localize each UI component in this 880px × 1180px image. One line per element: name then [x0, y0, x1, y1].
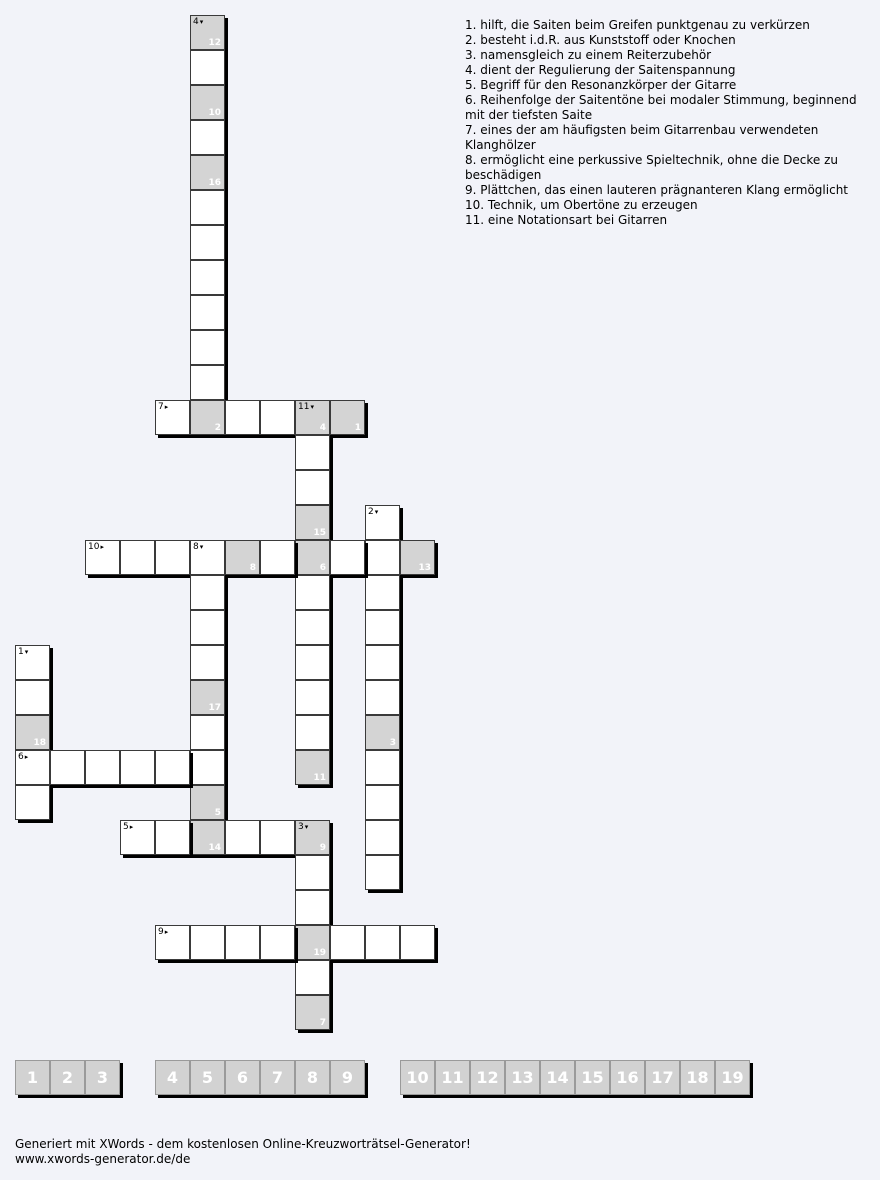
crossword-cell[interactable] [260, 820, 295, 855]
crossword-cell[interactable] [155, 400, 190, 435]
crossword-cell[interactable] [120, 540, 155, 575]
crossword-cell[interactable] [365, 750, 400, 785]
crossword-cell[interactable] [295, 645, 330, 680]
crossword-cell[interactable] [50, 750, 85, 785]
crossword-cell[interactable] [365, 540, 400, 575]
solution-number: 12 [208, 38, 221, 48]
crossword-cell[interactable] [190, 260, 225, 295]
solution-box[interactable]: 5 [190, 1060, 225, 1095]
crossword-cell[interactable] [365, 575, 400, 610]
crossword-cell[interactable] [190, 15, 225, 50]
clue-number-down: 2 ▾ [368, 507, 378, 517]
crossword-cell[interactable] [120, 750, 155, 785]
solution-number: 9 [319, 843, 326, 853]
crossword-cell[interactable] [190, 50, 225, 85]
crossword-cell[interactable] [15, 680, 50, 715]
solution-number: 6 [319, 563, 326, 573]
solution-number: 2 [214, 423, 221, 433]
crossword-cell[interactable] [295, 575, 330, 610]
crossword-cell[interactable] [260, 400, 295, 435]
crossword-cell[interactable] [190, 820, 225, 855]
crossword-cell[interactable] [190, 365, 225, 400]
crossword-cell[interactable] [225, 820, 260, 855]
crossword-cell[interactable] [190, 295, 225, 330]
crossword-cell[interactable] [155, 750, 190, 785]
solution-box[interactable]: 14 [540, 1060, 575, 1095]
clue-item: 6. Reihenfolge der Saitentöne bei modaler Stimmung, beginnend mit der tiefsten Saite [465, 93, 857, 122]
clue-number-down: 4 ▾ [193, 17, 203, 27]
crossword-cell[interactable] [365, 715, 400, 750]
solution-box[interactable]: 18 [680, 1060, 715, 1095]
clue-list [465, 18, 870, 228]
solution-number: 1 [354, 423, 361, 433]
crossword-cell[interactable] [225, 925, 260, 960]
crossword-cell[interactable] [330, 400, 365, 435]
solution-number: 3 [389, 738, 396, 748]
clue-item: 4. dient der Regulierung der Saitenspannung [465, 63, 736, 77]
crossword-cell[interactable] [190, 330, 225, 365]
crossword-cell[interactable] [190, 645, 225, 680]
crossword-cell[interactable] [155, 925, 190, 960]
crossword-cell[interactable] [190, 120, 225, 155]
crossword-cell[interactable] [365, 645, 400, 680]
solution-number: 11 [313, 773, 326, 783]
clue-item: 5. Begriff für den Resonanzkörper der Gitarre [465, 78, 737, 92]
clue-item: 7. eines der am häufigsten beim Gitarrenbau verwendeten Klanghölzer [465, 123, 819, 152]
crossword-cell[interactable] [295, 610, 330, 645]
crossword-cell[interactable] [295, 540, 330, 575]
crossword-cell[interactable] [15, 715, 50, 750]
solution-number: 8 [249, 563, 256, 573]
solution-box[interactable]: 2 [50, 1060, 85, 1095]
solution-box[interactable]: 9 [330, 1060, 365, 1095]
solution-box[interactable]: 7 [260, 1060, 295, 1095]
solution-number: 15 [313, 528, 326, 538]
clue-number-across: 7 ▸ [158, 402, 168, 412]
crossword-cell[interactable] [225, 400, 260, 435]
crossword-cell[interactable] [295, 750, 330, 785]
solution-box[interactable]: 11 [435, 1060, 470, 1095]
clue-item: 10. Technik, um Obertöne zu erzeugen [465, 198, 698, 212]
crossword-cell[interactable] [155, 540, 190, 575]
crossword-cell[interactable] [295, 400, 330, 435]
crossword-cell[interactable] [190, 540, 225, 575]
crossword-cell[interactable] [365, 505, 400, 540]
clue-number-down: 8 ▾ [193, 542, 203, 552]
footer [15, 1137, 471, 1167]
solution-box[interactable]: 15 [575, 1060, 610, 1095]
crossword-cell[interactable] [295, 680, 330, 715]
clue-item: 11. eine Notationsart bei Gitarren [465, 213, 668, 227]
crossword-cell[interactable] [260, 925, 295, 960]
crossword-cell[interactable] [330, 540, 365, 575]
crossword-cell[interactable] [295, 715, 330, 750]
solution-number: 5 [214, 808, 221, 818]
solution-number: 17 [208, 703, 221, 713]
crossword-cell[interactable] [365, 610, 400, 645]
solution-number: 4 [319, 423, 326, 433]
solution-number: 18 [33, 738, 46, 748]
clue-number-across: 9 ▸ [158, 927, 168, 937]
solution-box[interactable]: 12 [470, 1060, 505, 1095]
crossword-cell[interactable] [365, 680, 400, 715]
solution-number: 10 [208, 108, 221, 118]
crossword-cell[interactable] [190, 750, 225, 785]
crossword-cell[interactable] [120, 820, 155, 855]
crossword-cell[interactable] [295, 435, 330, 470]
solution-box[interactable]: 4 [155, 1060, 190, 1095]
crossword-cell[interactable] [295, 470, 330, 505]
crossword-cell[interactable] [365, 855, 400, 890]
clue-number-across: 10 ▸ [88, 542, 104, 552]
crossword-cell[interactable] [295, 820, 330, 855]
clue-item: 1. hilft, die Saiten beim Greifen punktgenau zu verkürzen [465, 18, 810, 32]
crossword-cell[interactable] [295, 505, 330, 540]
crossword-cell[interactable] [190, 225, 225, 260]
crossword-cell[interactable] [190, 85, 225, 120]
crossword-cell[interactable] [85, 750, 120, 785]
crossword-cell[interactable] [295, 890, 330, 925]
crossword-cell[interactable] [190, 610, 225, 645]
crossword-cell[interactable] [190, 680, 225, 715]
crossword-cell[interactable] [190, 715, 225, 750]
crossword-cell[interactable] [190, 575, 225, 610]
crossword-cell[interactable] [365, 925, 400, 960]
clue-item: 8. ermöglicht eine perkussive Spieltechnik, ohne die Decke zu beschädigen [465, 153, 839, 182]
crossword-cell[interactable] [15, 645, 50, 680]
solution-box[interactable]: 19 [715, 1060, 750, 1095]
solution-box[interactable]: 13 [505, 1060, 540, 1095]
solution-number: 7 [319, 1018, 326, 1028]
crossword-cell[interactable] [190, 785, 225, 820]
crossword-cell[interactable] [400, 925, 435, 960]
solution-box[interactable]: 10 [400, 1060, 435, 1095]
crossword-cell[interactable] [260, 540, 295, 575]
clue-item: 3. namensgleich zu einem Reiterzubehör [465, 48, 712, 62]
crossword-cell[interactable] [365, 785, 400, 820]
clue-number-down: 11 ▾ [298, 402, 314, 412]
clue-item: 2. besteht i.d.R. aus Kunststoff oder Knochen [465, 33, 736, 47]
crossword-cell[interactable] [190, 155, 225, 190]
clue-number-down: 1 ▾ [18, 647, 28, 657]
crossword-cell[interactable] [190, 190, 225, 225]
crossword-cell[interactable] [295, 925, 330, 960]
clue-number-across: 5 ▸ [123, 822, 133, 832]
solution-box[interactable]: 17 [645, 1060, 680, 1095]
crossword-cell[interactable] [15, 785, 50, 820]
crossword-cell[interactable] [295, 855, 330, 890]
crossword-cell[interactable] [225, 540, 260, 575]
solution-number: 13 [418, 563, 431, 573]
clue-number-down: 3 ▾ [298, 822, 308, 832]
solution-box[interactable]: 8 [295, 1060, 330, 1095]
crossword-cell[interactable] [155, 820, 190, 855]
crossword-cell[interactable] [85, 540, 120, 575]
crossword-cell[interactable] [190, 400, 225, 435]
crossword-cell[interactable] [330, 925, 365, 960]
clue-number-across: 6 ▸ [18, 752, 28, 762]
solution-number: 16 [208, 178, 221, 188]
footer-url[interactable]: www.xwords-generator.de/de [15, 1152, 191, 1166]
solution-number: 19 [313, 948, 326, 958]
solution-box[interactable]: 3 [85, 1060, 120, 1095]
crossword-cell[interactable] [365, 820, 400, 855]
crossword-cell[interactable] [295, 960, 330, 995]
solution-box[interactable]: 1 [15, 1060, 50, 1095]
footer-generator-text: Generiert mit XWords - dem kostenlosen Online-Kreuzworträtsel-Generator! [15, 1137, 471, 1151]
clue-item: 9. Plättchen, das einen lauteren prägnanteren Klang ermöglicht [465, 183, 849, 197]
crossword-cell[interactable] [15, 750, 50, 785]
crossword-cell[interactable] [400, 540, 435, 575]
crossword-cell[interactable] [190, 925, 225, 960]
solution-box[interactable]: 6 [225, 1060, 260, 1095]
crossword-cell[interactable] [295, 995, 330, 1030]
solution-box[interactable]: 16 [610, 1060, 645, 1095]
solution-number: 14 [208, 843, 221, 853]
